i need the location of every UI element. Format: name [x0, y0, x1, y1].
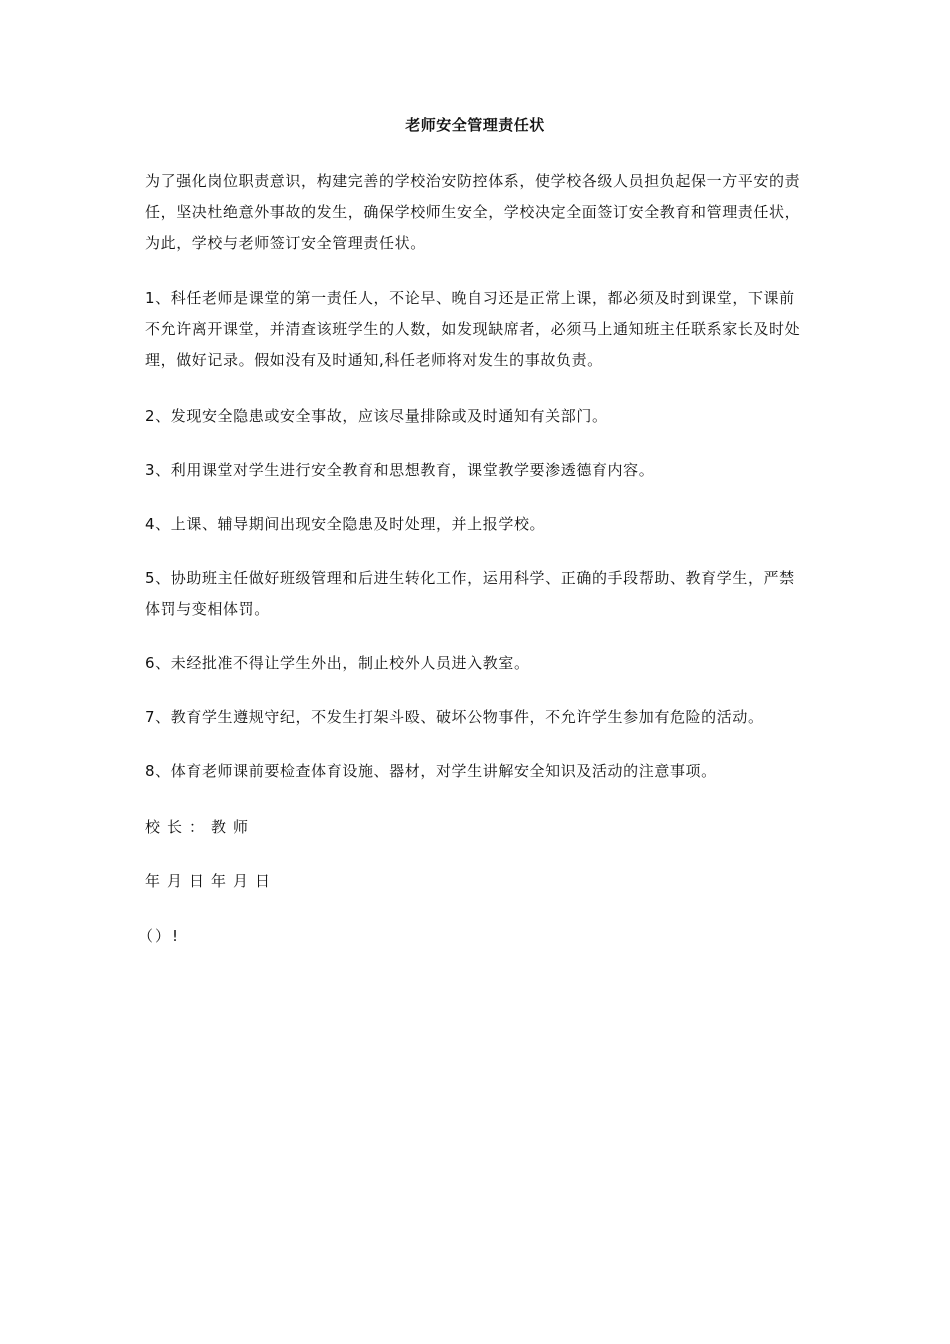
footer-text: （）!	[138, 927, 181, 945]
clause-3: 3、利用课堂对学生进行安全教育和思想教育，课堂教学要渗透德育内容。	[145, 461, 655, 479]
clause-2: 2、发现安全隐患或安全事故，应该尽量排除或及时通知有关部门。	[145, 407, 608, 425]
clause-5: 5、协助班主任做好班级管理和后进生转化工作，运用科学、正确的手段帮助、教育学生，严禁体罚与变相体罚。	[145, 569, 795, 618]
document-title: 老师安全管理责任状	[405, 116, 545, 134]
clause-8: 8、体育老师课前要检查体育设施、器材，对学生讲解安全知识及活动的注意事项。	[145, 762, 717, 780]
clause-6: 6、未经批准不得让学生外出，制止校外人员进入教室。	[145, 654, 530, 672]
intro-paragraph: 为了强化岗位职责意识，构建完善的学校治安防控体系，使学校各级人员担负起保一方平安的责任，坚决杜绝意外事故的发生，确保学校师生安全，学校决定全面签订安全教育和管理责任状，为此，学校与老师签订安全管理责任状。	[145, 172, 801, 252]
signature-line: 校长：教师	[145, 818, 256, 836]
clause-1: 1、科任老师是课堂的第一责任人，不论早、晚自习还是正常上课，都必须及时到课堂，下课前不允许离开课堂，并清查该班学生的人数，如发现缺席者，必须马上通知班主任联系家长及时处理，做好记录。假如没有及时通知,科任老师将对发生的事故负责。	[145, 289, 801, 369]
clause-7: 7、教育学生遵规守纪，不发生打架斗殴、破坏公物事件，不允许学生参加有危险的活动。	[145, 708, 764, 726]
clause-4: 4、上课、辅导期间出现安全隐患及时处理，并上报学校。	[145, 515, 546, 533]
date-line: 年月日年月日	[145, 872, 278, 890]
